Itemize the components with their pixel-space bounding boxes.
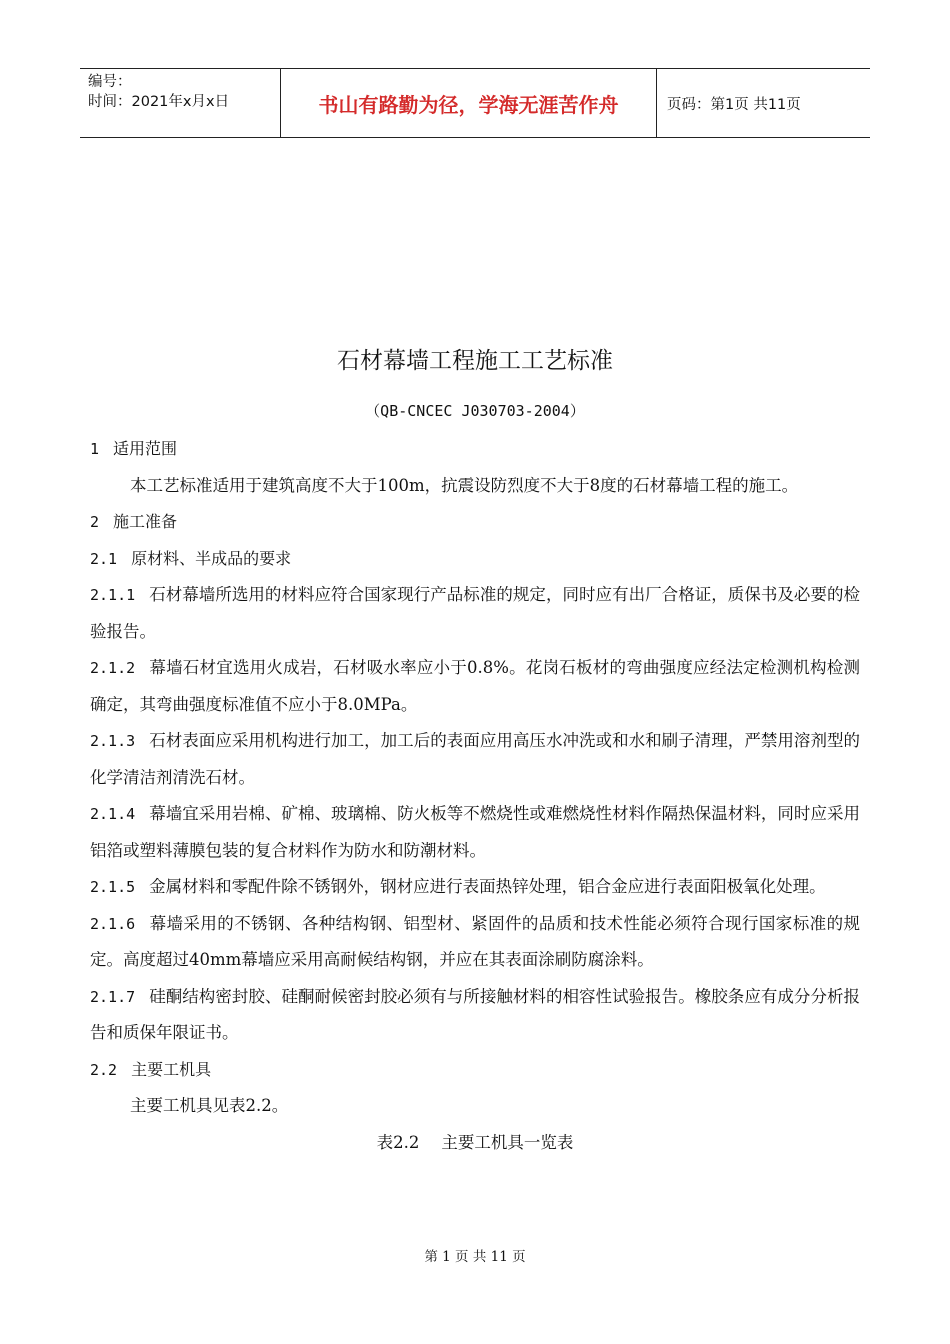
clause-text: 幕墙石材宜选用火成岩，石材吸水率应小于0.8%。花岗石板材的弯曲强度应经法定检测机构检测确定，其弯曲强度标准值不应小于8.0MPa。 <box>90 658 860 714</box>
section-number: 2.1 <box>90 549 118 568</box>
table-caption <box>90 1125 860 1162</box>
clause-number: 2.1.4 <box>90 805 136 823</box>
clause-text: 幕墙宜采用岩棉、矿棉、玻璃棉、防火板等不燃烧性或难燃烧性材料作隔热保温材料，同时应采用铝箔或塑料薄膜包装的复合材料作为防水和防潮材料。 <box>90 804 860 860</box>
clause-paragraph <box>90 723 860 796</box>
clause-text: 金属材料和零配件除不锈钢外，钢材应进行表面热锌处理，铝合金应进行表面阳极氧化处理。 <box>149 877 826 896</box>
body-paragraph: 本工艺标准适用于建筑高度不大于100m，抗震设防烈度不大于8度的石材幕墙工程的施工。 <box>130 475 799 495</box>
header-meta <box>80 69 280 137</box>
table-caption-label: 表2.2 <box>376 1132 420 1152</box>
clause-text: 硅酮结构密封胶、硅酮耐候密封胶必须有与所接触材料的相容性试验报告。橡胶条应有成分分析报告和质保年限证书。 <box>90 986 860 1042</box>
section-number: 2 <box>90 513 100 531</box>
clause-paragraph <box>90 869 860 906</box>
clause-number: 2.1.7 <box>90 987 136 1006</box>
clause-paragraph <box>90 650 860 723</box>
section-heading <box>90 431 860 468</box>
clause-number: 2.1.5 <box>90 878 136 896</box>
clause-number: 2.1.2 <box>90 659 136 677</box>
section-number: 2.2 <box>90 1060 118 1079</box>
table-caption-title: 主要工机具一览表 <box>441 1132 574 1152</box>
document-time-label: 时间：2021年x月x日 <box>88 94 230 110</box>
section-title: 施工准备 <box>113 512 178 531</box>
document-title: 石材幕墙工程施工工艺标准 <box>337 348 613 374</box>
document-number-label: 编号： <box>88 74 132 90</box>
clause-number: 2.1.3 <box>90 732 136 750</box>
clause-paragraph <box>90 906 860 979</box>
section-title: 适用范围 <box>113 439 178 458</box>
clause-text: 石材幕墙所选用的材料应符合国家现行产品标准的规定，同时应有出厂合格证，质保书及必要的检验报告。 <box>90 585 860 641</box>
clause-number: 2.1.1 <box>90 586 136 604</box>
subsection-heading <box>90 1052 860 1089</box>
header-page-info: 页码：第1页 共11页 <box>667 96 801 113</box>
clause-number: 2.1.6 <box>90 914 136 933</box>
clause-paragraph <box>90 796 860 869</box>
section-number: 1 <box>90 440 100 458</box>
section-title: 主要工机具 <box>131 1059 212 1079</box>
subsection-heading <box>90 541 860 578</box>
clause-text: 石材表面应采用机构进行加工，加工后的表面应用高压水冲洗或和水和刷子清理，严禁用溶剂型的化学清洁剂清洗石材。 <box>90 731 860 787</box>
clause-paragraph <box>90 979 860 1052</box>
clause-paragraph <box>90 577 860 650</box>
section-title: 原材料、半成品的要求 <box>131 548 292 568</box>
body-paragraph: 主要工机具见表2.2。 <box>130 1096 289 1115</box>
document-body <box>90 431 860 1161</box>
header-table <box>80 68 870 138</box>
clause-text: 幕墙采用的不锈钢、各种结构钢、铝型材、紧固件的品质和技术性能必须符合现行国家标准的规定。高度超过40mm幕墙应采用高耐候结构钢，并应在其表面涂刷防腐涂料。 <box>90 913 860 969</box>
page-footer: 第 1 页 共 11 页 <box>424 1249 526 1265</box>
header-motto: 书山有路勤为径，学海无涯苦作舟 <box>280 69 657 137</box>
section-heading <box>90 504 860 541</box>
document-code: （QB-CNCEC J030703-2004） <box>365 402 585 420</box>
